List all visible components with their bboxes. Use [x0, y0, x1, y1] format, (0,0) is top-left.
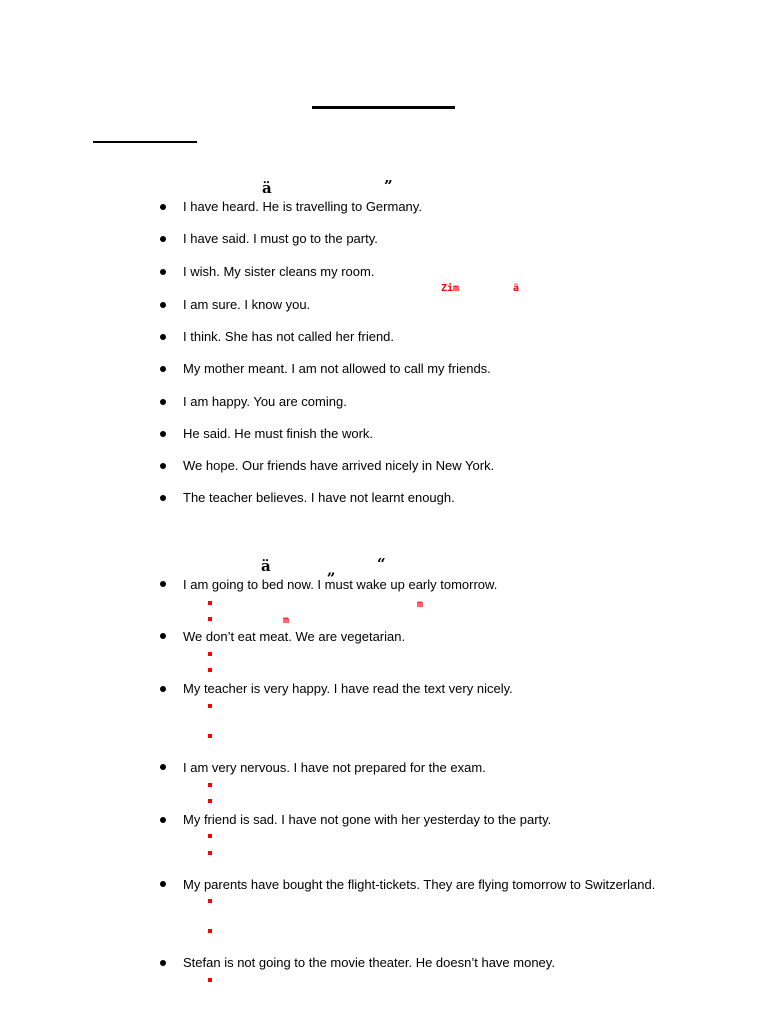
section2-heading-close-quote: “: [377, 555, 386, 573]
square-marker-icon: [208, 929, 212, 933]
bullet-icon: [160, 334, 166, 340]
list-item-text: I think. She has not called her friend.: [183, 329, 395, 344]
list-item-text: I am happy. You are coming.: [183, 394, 347, 409]
list-item-text: My parents have bought the flight-tickets. They are flying tomorrow to Switzerland.: [183, 877, 656, 892]
square-marker-icon: [208, 652, 212, 656]
square-marker-icon: [208, 799, 212, 803]
list-item-text: I am very nervous. I have not prepared for the exam.: [183, 760, 486, 775]
section2-heading-open-quote: „: [327, 561, 336, 579]
bullet-icon: [160, 399, 166, 405]
list-item-text: My mother meant. I am not allowed to call my friends.: [183, 361, 491, 376]
bullet-icon: [160, 431, 166, 437]
annotation-text: ä: [513, 283, 520, 294]
subtitle-rule: [93, 141, 197, 143]
section1-heading-char-a: ä: [262, 179, 272, 197]
title-rule: [312, 106, 455, 109]
list-item-text: I have heard. He is travelling to Germany.: [183, 199, 422, 214]
bullet-icon: [160, 686, 166, 692]
bullet-icon: [160, 581, 166, 587]
annotation-text: Zim: [441, 283, 460, 294]
list-item-text: My friend is sad. I have not gone with her yesterday to the party.: [183, 812, 552, 827]
list-item-text: We don’t eat meat. We are vegetarian.: [183, 629, 406, 644]
bullet-icon: [160, 269, 166, 275]
bullet-icon: [160, 495, 166, 501]
list-item-text: My teacher is very happy. I have read the text very nicely.: [183, 681, 513, 696]
list-item-text: Stefan is not going to the movie theater. He doesn’t have money.: [183, 955, 555, 970]
bullet-icon: [160, 302, 166, 308]
annotation-text: m: [417, 599, 424, 610]
bullet-icon: [160, 881, 166, 887]
list-item-text: I wish. My sister cleans my room.: [183, 264, 375, 279]
list-item-text: I am sure. I know you.: [183, 297, 311, 312]
bullet-icon: [160, 764, 166, 770]
square-marker-icon: [208, 851, 212, 855]
list-item-text: The teacher believes. I have not learnt enough.: [183, 490, 455, 505]
bullet-icon: [160, 204, 166, 210]
square-marker-icon: [208, 834, 212, 838]
section1-heading-quote: ”: [384, 177, 393, 195]
list-item-text: I have said. I must go to the party.: [183, 231, 378, 246]
square-marker-icon: [208, 783, 212, 787]
list-item-text: We hope. Our friends have arrived nicely in New York.: [183, 458, 495, 473]
square-marker-icon: [208, 704, 212, 708]
bullet-icon: [160, 366, 166, 372]
square-marker-icon: [208, 734, 212, 738]
list-item-text: He said. He must finish the work.: [183, 426, 374, 441]
bullet-icon: [160, 817, 166, 823]
bullet-icon: [160, 236, 166, 242]
square-marker-icon: [208, 617, 212, 621]
section2-heading-char-a: ä: [261, 557, 271, 575]
square-marker-icon: [208, 978, 212, 982]
bullet-icon: [160, 463, 166, 469]
bullet-icon: [160, 633, 166, 639]
bullet-icon: [160, 960, 166, 966]
square-marker-icon: [208, 899, 212, 903]
square-marker-icon: [208, 601, 212, 605]
annotation-text: m: [283, 615, 290, 626]
square-marker-icon: [208, 668, 212, 672]
list-item-text: I am going to bed now. I must wake up early tomorrow.: [183, 577, 498, 592]
